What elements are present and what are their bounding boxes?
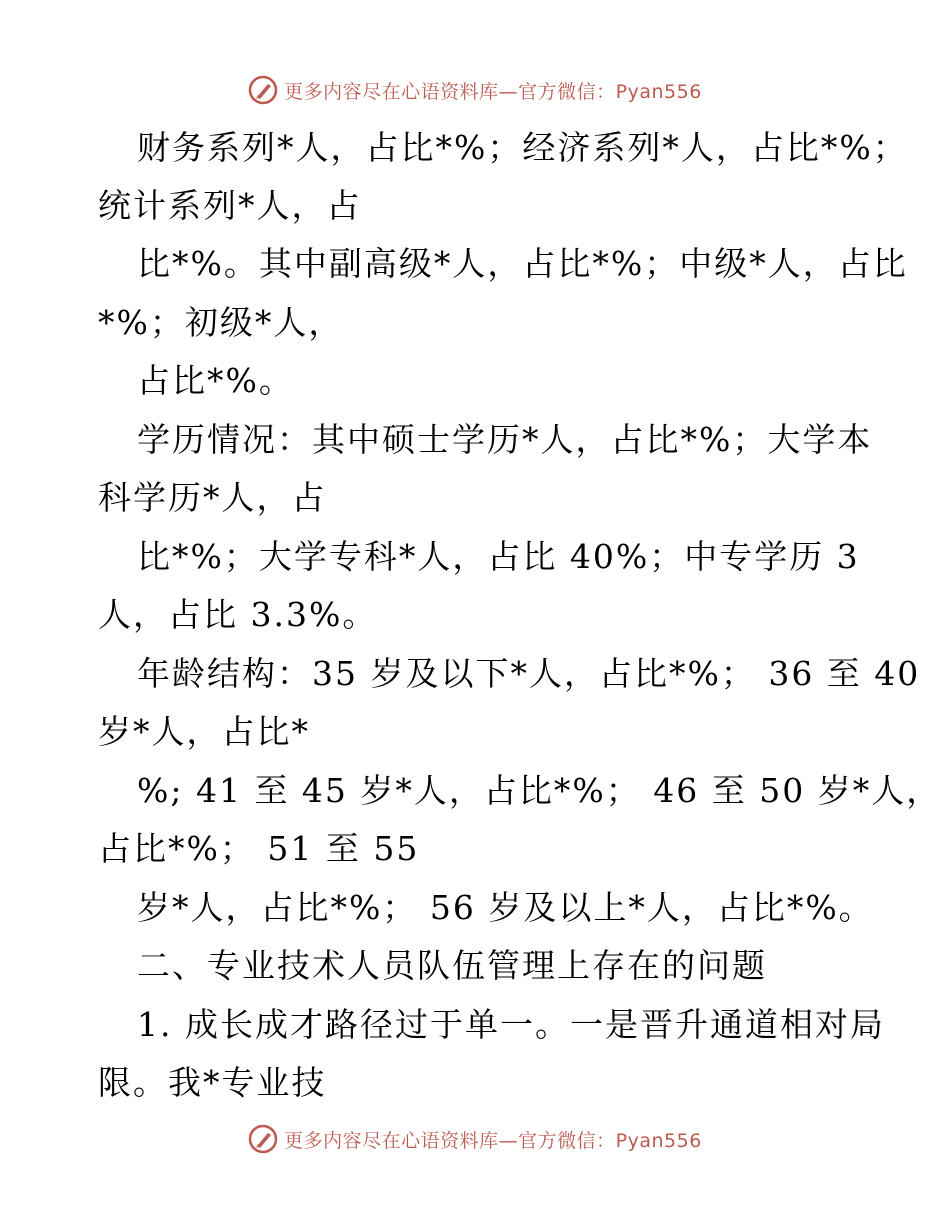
- body-line-1: 财务系列*人，占比*%；经济系列*人，占比*%；: [137, 128, 908, 167]
- body-line-9: 人，占比 3.3%。: [98, 595, 378, 634]
- body-line-12: %; 41 至 45 岁*人，占比*%； 46 至 50 岁*人，: [137, 771, 942, 810]
- body-line-17: 限。我*专业技: [98, 1063, 327, 1102]
- body-line-3: 比*%。其中副高级*人，占比*%；中级*人，占比: [137, 244, 908, 283]
- section-heading: 二、专业技术人员队伍管理上存在的问题: [137, 946, 767, 985]
- quill-pen-logo-icon: [248, 1124, 278, 1154]
- body-line-10: 年龄结构：35 岁及以下*人，占比*%； 36 至 40: [137, 654, 921, 693]
- body-line-13: 占比*%； 51 至 55: [98, 829, 420, 868]
- body-line-2: 统计系列*人，占: [98, 186, 362, 225]
- body-line-16: 1. 成长成才路径过于单一。一是晋升通道相对局: [137, 1005, 885, 1044]
- body-line-7: 科学历*人，占: [98, 478, 327, 517]
- header-watermark: [0, 73, 950, 107]
- body-line-4: *%；初级*人，: [98, 303, 344, 342]
- body-line-6: 学历情况：其中硕士学历*人，占比*%；大学本: [137, 420, 873, 459]
- watermark-text: 更多内容尽在心语资料库—官方微信：Pyan556: [284, 80, 702, 103]
- watermark-text: 更多内容尽在心语资料库—官方微信：Pyan556: [284, 1129, 702, 1152]
- body-line-11: 岁*人，占比*: [98, 712, 310, 751]
- body-line-8: 比*%；大学专科*人，占比 40%；中专学历 3: [137, 537, 860, 576]
- quill-pen-logo-icon: [248, 75, 278, 105]
- body-line-5: 占比*%。: [137, 361, 294, 400]
- footer-watermark: [0, 1122, 950, 1156]
- body-line-14: 岁*人，占比*%； 56 岁及以上*人，占比*%。: [137, 888, 874, 927]
